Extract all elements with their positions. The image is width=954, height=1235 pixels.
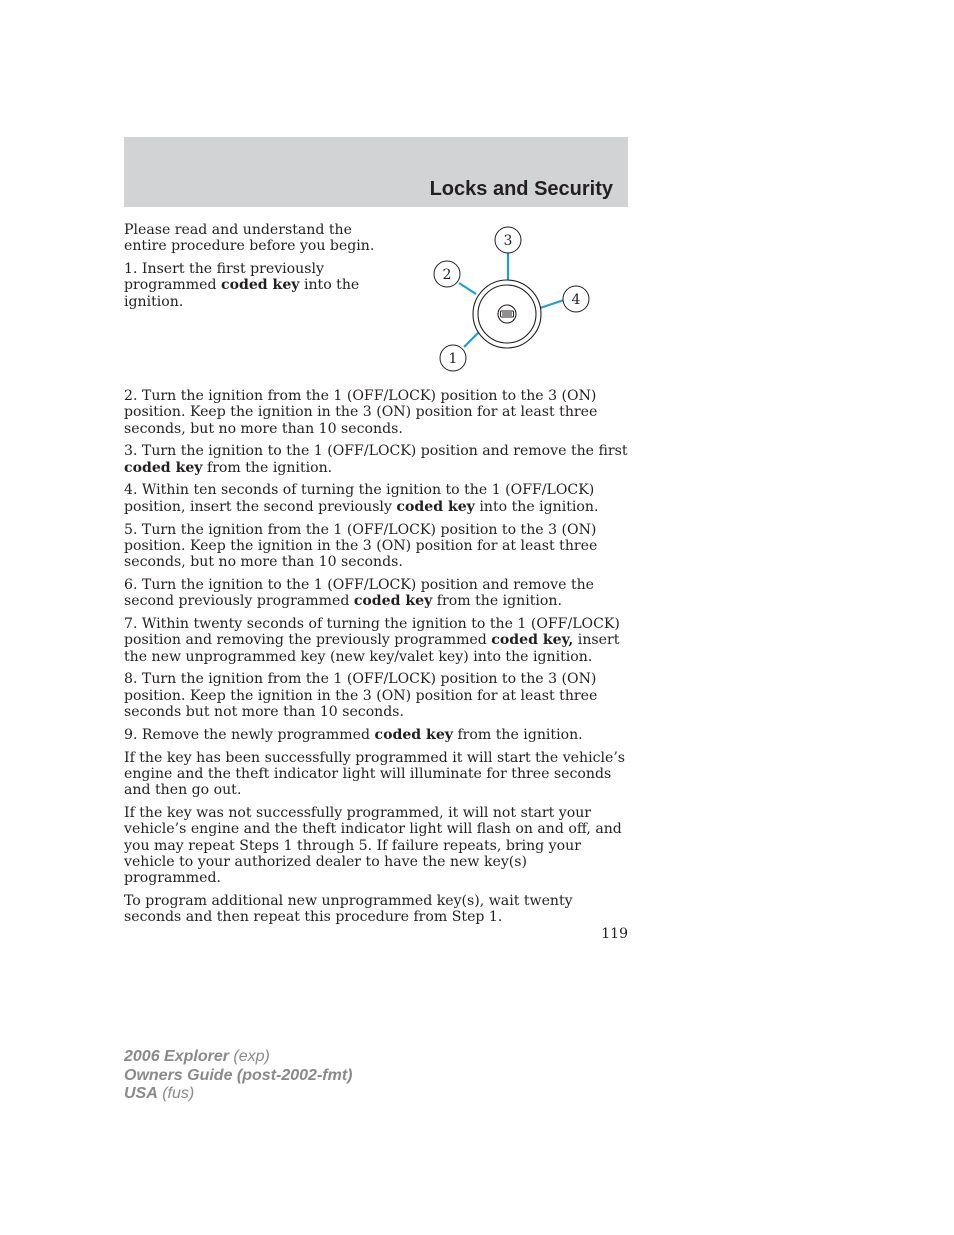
step-paragraph: 7. Within twenty seconds of turning the ignition to the 1 (OFF/LOCK) position and removing the previously programmed coded key, insert the new unprogrammed key (new key/valet key) into the ignition. <box>124 616 620 665</box>
intro-paragraph: 1. Insert the first previously programmed coded key into the ignition. <box>124 261 360 310</box>
footer-line-3: USA (fus) <box>124 1085 195 1102</box>
position-1-label: 1 <box>448 351 458 367</box>
page-number: 119 <box>601 926 628 942</box>
step-paragraph: If the key was not successfully programmed, it will not start your vehicle’s engine and the theft indicator light will flash on and off, and you may repeat Steps 1 through 5. If failure repeats, bring your vehicle to your authorized dealer to have the new key(s) programmed. <box>124 805 622 887</box>
step-paragraph: 9. Remove the newly programmed coded key from the ignition. <box>124 726 583 743</box>
footer-line-1: 2006 Explorer (exp) <box>124 1048 270 1065</box>
section-title: Locks and Security <box>429 178 613 200</box>
step-paragraph: 2. Turn the ignition from the 1 (OFF/LOCK) position to the 3 (ON) position. Keep the ignition in the 3 (ON) position for at least three seconds, but no more than 10 seconds. <box>124 388 598 437</box>
step-paragraph: 5. Turn the ignition from the 1 (OFF/LOCK) position to the 3 (ON) position. Keep the ignition in the 3 (ON) position for at least three seconds, but no more than 10 seconds. <box>124 521 598 571</box>
position-3-label: 3 <box>503 233 513 249</box>
document-footer <box>124 1048 352 1104</box>
step-paragraph: If the key has been successfully programmed it will start the vehicle’s engine and the theft indicator light will illuminate for three seconds and then go out. <box>124 749 626 799</box>
intro-text <box>124 222 394 316</box>
intro-paragraph: Please read and understand the entire procedure before you begin. <box>124 222 375 255</box>
procedure-steps <box>124 388 628 932</box>
step-paragraph: 4. Within ten seconds of turning the ignition to the 1 (OFF/LOCK) position, insert the second previously coded key into the ignition. <box>124 482 599 515</box>
step-paragraph: To program additional new unprogrammed key(s), wait twenty seconds and then repeat this procedure from Step 1. <box>124 893 573 926</box>
section-header-bar <box>124 137 628 207</box>
position-2-label: 2 <box>442 267 452 283</box>
step-paragraph: 8. Turn the ignition from the 1 (OFF/LOCK) position to the 3 (ON) position. Keep the ignition in the 3 (ON) position for at least three seconds but not more than 10 seconds. <box>124 671 598 721</box>
footer-line-2: Owners Guide (post-2002-fmt) <box>124 1066 353 1084</box>
position-4-label: 4 <box>571 292 581 308</box>
position-1-line <box>464 331 480 347</box>
ignition-diagram <box>428 222 598 377</box>
step-paragraph: 6. Turn the ignition to the 1 (OFF/LOCK) position and remove the second previously programmed coded key from the ignition. <box>124 576 595 610</box>
step-paragraph: 3. Turn the ignition to the 1 (OFF/LOCK) position and remove the first coded key from the ignition. <box>124 443 628 476</box>
position-2-line <box>459 283 476 294</box>
position-4-line <box>540 300 564 308</box>
